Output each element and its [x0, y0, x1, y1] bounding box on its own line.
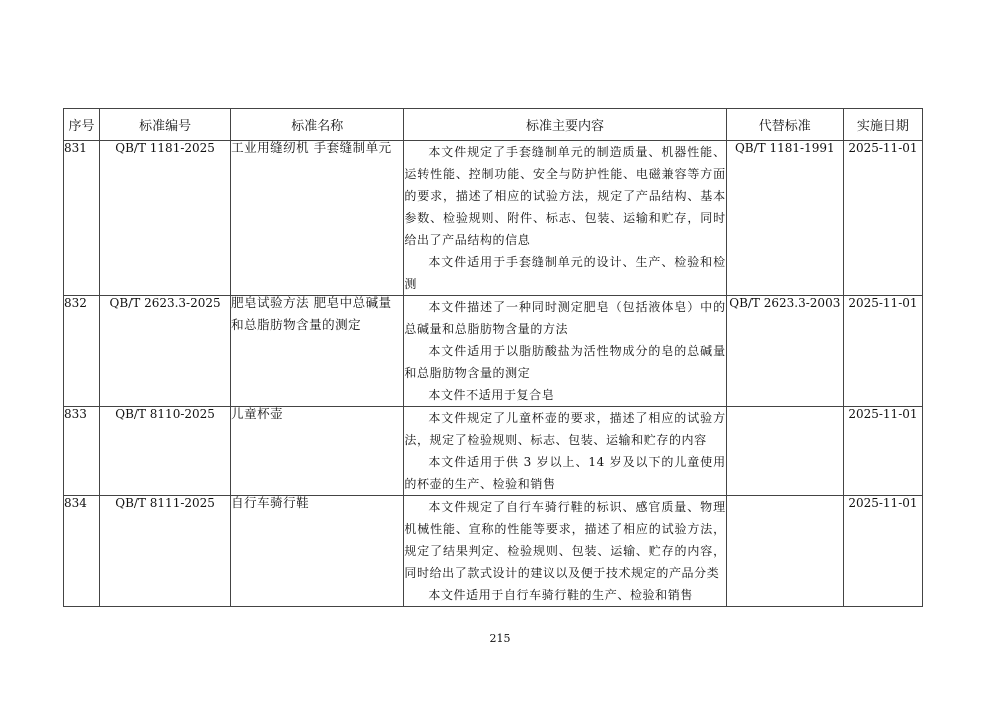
content-paragraph: 本文件规定了儿童杯壶的要求，描述了相应的试验方法，规定了检验规则、标志、包装、运输和贮存的内容	[404, 411, 726, 447]
row-replaces: QB/T 2623.3-2003	[726, 296, 843, 407]
row-name-text: 工业用缝纫机 手套缝制单元	[231, 140, 392, 155]
row-name-text: 自行车骑行鞋	[231, 495, 310, 510]
content-paragraph: 本文件描述了一种同时测定肥皂（包括液体皂）中的总碱量和总脂肪物含量的方法	[404, 300, 726, 336]
table-header-row	[64, 109, 923, 141]
row-content	[404, 141, 726, 296]
row-date: 2025-11-01	[843, 141, 922, 296]
row-name-text: 儿童杯壶	[231, 406, 284, 421]
page-number: 215	[489, 632, 511, 645]
row-content	[404, 296, 726, 407]
row-name-text: 肥皂试验方法 肥皂中总碱量和总脂肪物含量的测定	[231, 295, 392, 332]
row-replaces: QB/T 1181-1991	[726, 141, 843, 296]
content-paragraph: 本文件不适用于复合皂	[428, 388, 555, 402]
header-name: 标准名称	[231, 109, 404, 141]
header-content: 标准主要内容	[404, 109, 726, 141]
content-paragraph: 本文件适用于自行车骑行鞋的生产、检验和销售	[428, 588, 693, 602]
row-code: QB/T 8110-2025	[100, 407, 231, 496]
row-name	[231, 141, 404, 296]
header-replaces: 代替标准	[726, 109, 843, 141]
table-row	[64, 496, 923, 607]
header-code: 标准编号	[100, 109, 231, 141]
standards-table	[63, 108, 923, 607]
content-paragraph: 本文件规定了手套缝制单元的制造质量、机器性能、运转性能、控制功能、安全与防护性能、电磁兼容等方面的要求，描述了相应的试验方法，规定了产品结构、基本参数、检验规则、附件、标志、包装、运输和贮存，同时给出了产品结构的信息	[404, 145, 726, 247]
row-name	[231, 496, 404, 607]
row-seq: 834	[64, 496, 100, 607]
row-code: QB/T 2623.3-2025	[100, 296, 231, 407]
row-seq: 831	[64, 141, 100, 296]
row-date: 2025-11-01	[843, 407, 922, 496]
content-paragraph: 本文件适用于以脂肪酸盐为活性物成分的皂的总碱量和总脂肪物含量的测定	[404, 344, 726, 380]
content-paragraph: 本文件规定了自行车骑行鞋的标识、感官质量、物理机械性能、宣称的性能等要求，描述了相应的试验方法，规定了结果判定、检验规则、包装、运输、贮存的内容，同时给出了款式设计的建议以及便于技术规定的产品分类	[404, 500, 726, 580]
row-content	[404, 496, 726, 607]
row-replaces	[726, 407, 843, 496]
header-seq: 序号	[64, 109, 100, 141]
content-paragraph: 本文件适用于手套缝制单元的设计、生产、检验和检测	[404, 255, 726, 291]
table-row	[64, 141, 923, 296]
row-code: QB/T 8111-2025	[100, 496, 231, 607]
table-row	[64, 407, 923, 496]
row-name	[231, 407, 404, 496]
row-date: 2025-11-01	[843, 296, 922, 407]
table-row	[64, 296, 923, 407]
row-date: 2025-11-01	[843, 496, 922, 607]
row-code: QB/T 1181-2025	[100, 141, 231, 296]
row-replaces	[726, 496, 843, 607]
row-seq: 833	[64, 407, 100, 496]
header-date: 实施日期	[843, 109, 922, 141]
row-seq: 832	[64, 296, 100, 407]
row-name	[231, 296, 404, 407]
row-content	[404, 407, 726, 496]
content-paragraph: 本文件适用于供 3 岁以上、14 岁及以下的儿童使用的杯壶的生产、检验和销售	[404, 455, 726, 491]
